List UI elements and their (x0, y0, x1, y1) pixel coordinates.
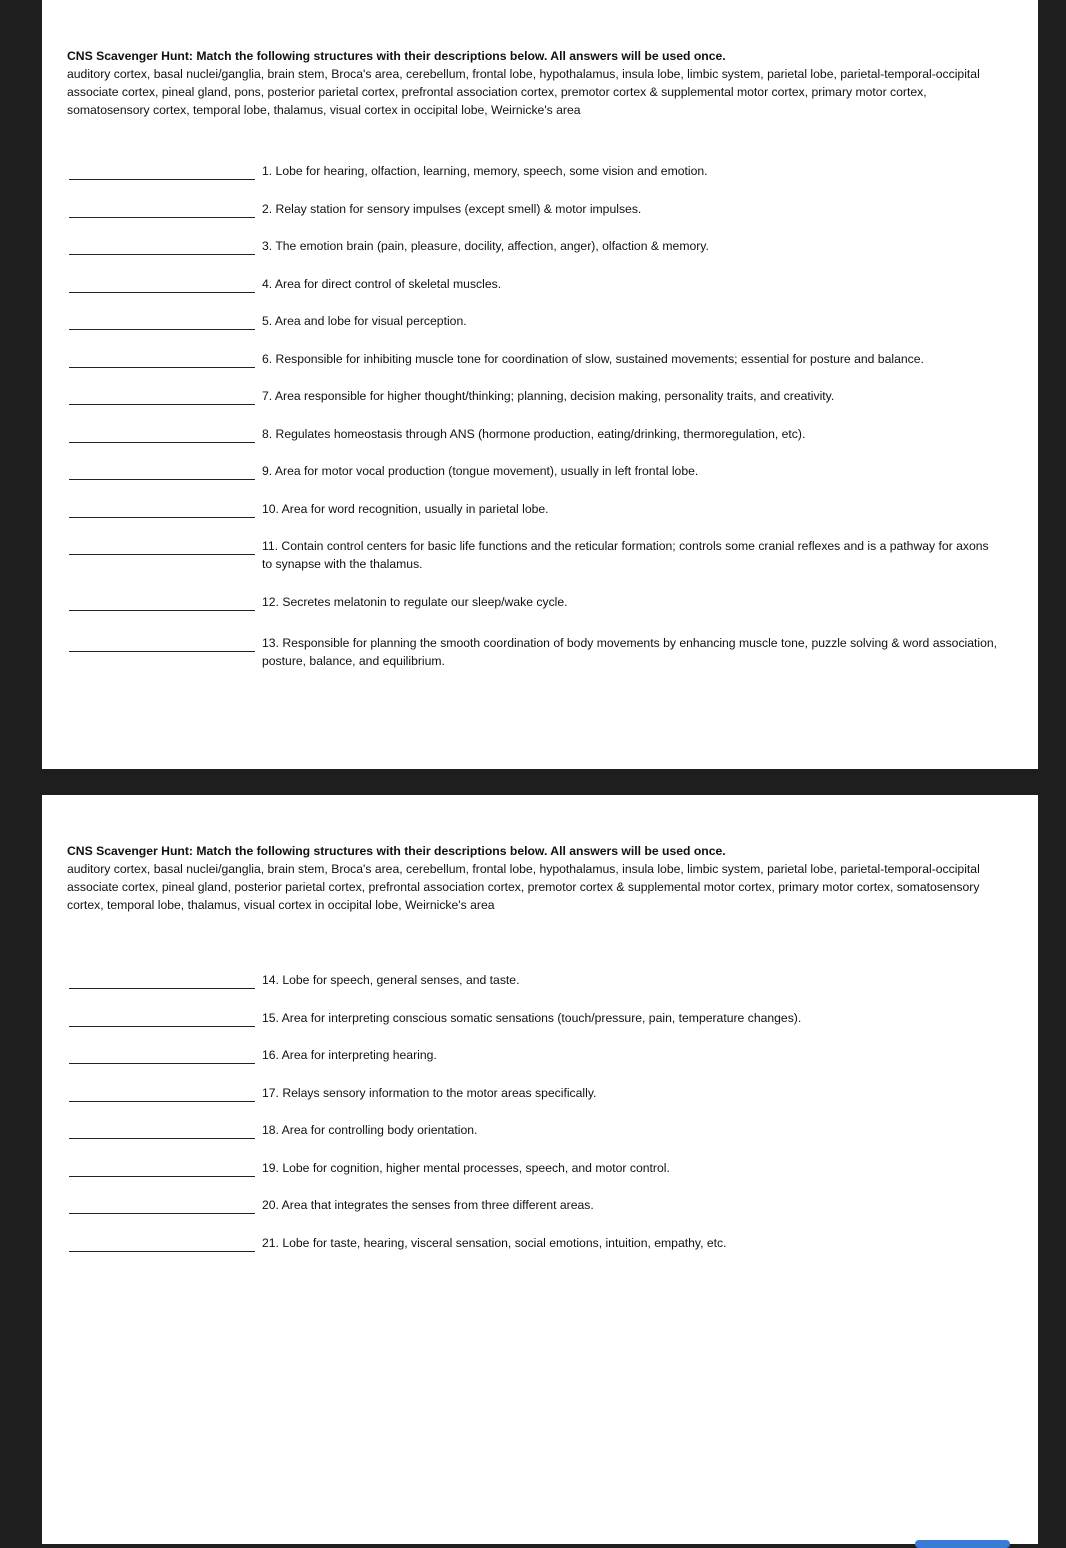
question-row (69, 279, 1009, 293)
question-row (69, 1125, 1009, 1139)
answer-blank[interactable] (69, 1088, 255, 1102)
question-row (69, 429, 1009, 443)
answer-blank[interactable] (69, 391, 255, 405)
question-text: 13. Responsible for planning the smooth coordination of body movements by enhancing muscle tone, puzzle solving & word association, posture, balance, and equilibrium. (262, 636, 998, 668)
answer-blank[interactable] (69, 638, 255, 652)
answer-blank[interactable] (69, 1125, 255, 1139)
answer-blank[interactable] (69, 975, 255, 989)
question-text: 1. Lobe for hearing, olfaction, learning, memory, speech, some vision and emotion. (262, 164, 708, 178)
question-row (69, 241, 1009, 255)
question-row (69, 354, 1009, 368)
question-row (69, 204, 1009, 218)
question-text: 11. Contain control centers for basic life functions and the reticular formation; controls some cranial reflexes and is a pathway for axons to synapse with the thalamus. (262, 539, 989, 571)
question-row (69, 1238, 1009, 1252)
question-row (69, 541, 1009, 573)
page-2-header (67, 842, 1007, 914)
worksheet-page-2 (42, 795, 1038, 1544)
question-text: 14. Lobe for speech, general senses, and taste. (262, 973, 520, 987)
question-row (69, 316, 1009, 330)
page-1-header (67, 47, 1007, 119)
question-row (69, 1013, 1009, 1027)
answer-blank[interactable] (69, 541, 255, 555)
worksheet-page-1 (42, 0, 1038, 769)
question-text: 3. The emotion brain (pain, pleasure, docility, affection, anger), olfaction & memory. (262, 239, 709, 253)
answer-blank[interactable] (69, 354, 255, 368)
page-2-title: CNS Scavenger Hunt: Match the following structures with their descriptions below. All answers will be used once. (67, 844, 726, 858)
answer-blank[interactable] (69, 166, 255, 180)
question-row (69, 504, 1009, 518)
answer-blank[interactable] (69, 1050, 255, 1064)
question-text: 21. Lobe for taste, hearing, visceral sensation, social emotions, intuition, empathy, etc. (262, 1236, 727, 1250)
question-text: 5. Area and lobe for visual perception. (262, 314, 467, 328)
page-1-title: CNS Scavenger Hunt: Match the following structures with their descriptions below. All answers will be used once. (67, 49, 726, 63)
question-row (69, 1200, 1009, 1214)
question-text: 8. Regulates homeostasis through ANS (hormone production, eating/drinking, thermoregulation, etc). (262, 427, 806, 441)
question-row (69, 638, 1009, 670)
page-1-word-bank: auditory cortex, basal nuclei/ganglia, brain stem, Broca's area, cerebellum, frontal lobe, hypothalamus, insula lobe, limbic system, parietal lobe, parietal-temporal-occipital associate cortex, pineal gland, pons, posterior parietal cortex, prefrontal association cortex, premotor cortex & supplemental motor cortex, primary motor cortex, somatosensory cortex, temporal lobe, thalamus, visual cortex in occipital lobe, Weirnicke's area (67, 67, 980, 117)
question-text: 2. Relay station for sensory impulses (except smell) & motor impulses. (262, 202, 642, 216)
question-row (69, 166, 1009, 180)
question-row (69, 597, 1009, 611)
question-row (69, 975, 1009, 989)
answer-blank[interactable] (69, 429, 255, 443)
question-text: 9. Area for motor vocal production (tongue movement), usually in left frontal lobe. (262, 464, 699, 478)
answer-blank[interactable] (69, 241, 255, 255)
question-text: 19. Lobe for cognition, higher mental processes, speech, and motor control. (262, 1161, 670, 1175)
question-text: 20. Area that integrates the senses from three different areas. (262, 1198, 594, 1212)
page-2-word-bank: auditory cortex, basal nuclei/ganglia, brain stem, Broca's area, cerebellum, frontal lobe, hypothalamus, insula lobe, limbic system, parietal lobe, parietal-temporal-occipital associate cortex, pineal gland, posterior parietal cortex, prefrontal association cortex, premotor cortex & supplemental motor cortex, primary motor cortex, somatosensory cortex, temporal lobe, thalamus, visual cortex in occipital lobe, Weirnicke's area (67, 862, 980, 912)
question-row (69, 1050, 1009, 1064)
question-text: 16. Area for interpreting hearing. (262, 1048, 437, 1062)
question-text: 10. Area for word recognition, usually in parietal lobe. (262, 502, 549, 516)
answer-blank[interactable] (69, 316, 255, 330)
question-text: 18. Area for controlling body orientation. (262, 1123, 478, 1137)
question-text: 6. Responsible for inhibiting muscle tone for coordination of slow, sustained movements; essential for posture and balance. (262, 352, 924, 366)
viewer-right-edge (1038, 0, 1066, 1544)
answer-blank[interactable] (69, 1200, 255, 1214)
answer-blank[interactable] (69, 504, 255, 518)
answer-blank[interactable] (69, 1013, 255, 1027)
answer-blank[interactable] (69, 279, 255, 293)
question-text: 15. Area for interpreting conscious somatic sensations (touch/pressure, pain, temperature changes). (262, 1011, 802, 1025)
answer-blank[interactable] (69, 597, 255, 611)
answer-blank[interactable] (69, 466, 255, 480)
question-row (69, 1163, 1009, 1177)
answer-blank[interactable] (69, 204, 255, 218)
question-text: 12. Secretes melatonin to regulate our sleep/wake cycle. (262, 595, 568, 609)
question-row (69, 391, 1009, 405)
question-row (69, 1088, 1009, 1102)
answer-blank[interactable] (69, 1238, 255, 1252)
question-row (69, 466, 1009, 480)
question-text: 17. Relays sensory information to the motor areas specifically. (262, 1086, 597, 1100)
question-text: 7. Area responsible for higher thought/thinking; planning, decision making, personality traits, and creativity. (262, 389, 835, 403)
scroll-indicator[interactable] (915, 1540, 1010, 1548)
answer-blank[interactable] (69, 1163, 255, 1177)
question-text: 4. Area for direct control of skeletal muscles. (262, 277, 502, 291)
